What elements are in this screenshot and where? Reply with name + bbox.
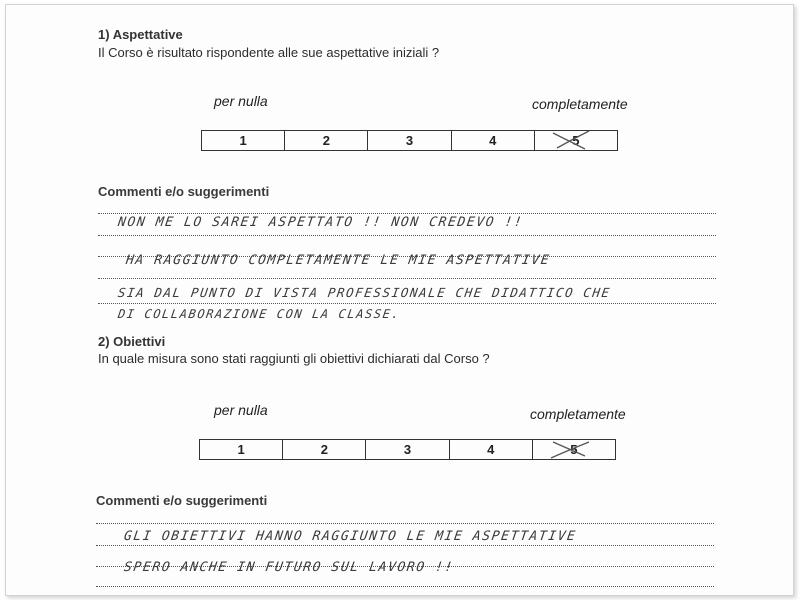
section-2-title: 2) Obiettivi: [98, 334, 166, 349]
handwritten-comment-line: DI COLLABORAZIONE CON LA CLASSE.: [117, 307, 402, 321]
section-2-comments-title: Commenti e/o suggerimenti: [96, 493, 268, 508]
section-1-comments-title: Commenti e/o suggerimenti: [98, 184, 270, 199]
rating-option-5-label: 5: [570, 442, 578, 457]
rating-option-5-label: 5: [572, 133, 580, 148]
rating-option-2[interactable]: 2: [283, 440, 366, 459]
comment-line: [98, 213, 716, 214]
comment-line: [96, 545, 714, 546]
handwritten-comment-line: GLI OBIETTIVI HANNO RAGGIUNTO LE MIE ASPETTATIVE: [122, 529, 578, 544]
comment-line: [98, 278, 716, 279]
rating-option-1[interactable]: 1: [202, 131, 285, 150]
handwritten-comment-line: NON ME LO SAREI ASPETTATO !! NON CREDEVO !!: [116, 215, 525, 230]
comment-line: [96, 586, 714, 587]
section-2-rating-scale: [199, 439, 616, 460]
comment-line: [98, 303, 716, 304]
section-1-scale-low-label: per nulla: [214, 93, 268, 109]
rating-option-5-selected[interactable]: [533, 440, 615, 459]
rating-option-4[interactable]: 4: [450, 440, 533, 459]
comment-line: [96, 523, 714, 524]
rating-option-4[interactable]: 4: [452, 131, 535, 150]
section-2-scale-high-label: completamente: [530, 406, 626, 422]
section-2-scale-low-label: per nulla: [214, 402, 268, 418]
document-page: [5, 4, 794, 596]
rating-option-5-selected[interactable]: [535, 131, 617, 150]
section-1-question: Il Corso è risultato rispondente alle sue aspettative iniziali ?: [98, 45, 440, 60]
rating-option-3[interactable]: 3: [366, 440, 449, 459]
handwritten-comment-line: SIA DAL PUNTO DI VISTA PROFESSIONALE CHE DIDATTICO CHE: [116, 285, 612, 300]
rating-option-2[interactable]: 2: [285, 131, 368, 150]
handwritten-comment-line: SPERO ANCHE IN FUTURO SUL LAVORO !!: [122, 560, 455, 575]
comment-line: [98, 235, 716, 236]
handwritten-comment-line: HA RAGGIUNTO COMPLETAMENTE LE MIE ASPETTATIVE: [124, 253, 552, 268]
rating-option-3[interactable]: 3: [368, 131, 451, 150]
section-2-question: In quale misura sono stati raggiunti gli obiettivi dichiarati dal Corso ?: [98, 351, 490, 366]
section-1-title: 1) Aspettative: [98, 27, 183, 42]
section-1-rating-scale: [201, 130, 618, 151]
section-1-scale-high-label: completamente: [532, 96, 628, 112]
rating-option-1[interactable]: 1: [200, 440, 283, 459]
